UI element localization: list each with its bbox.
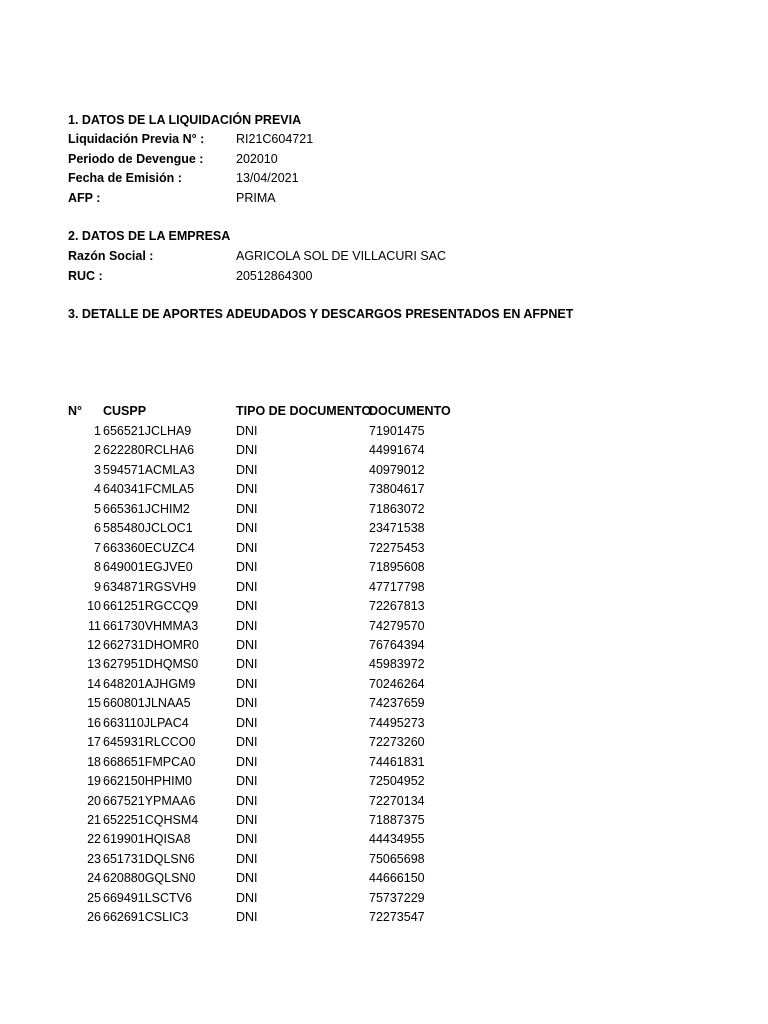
row-cuspp: 662691CSLIC3 [103,910,189,925]
row-number: 1 [94,424,101,438]
row-cuspp: 656521JCLHA9 [103,424,192,438]
table-row [0,502,768,522]
table-row [0,755,768,775]
field-value-liquidacion: RI21C604721 [236,132,314,146]
row-documento: 44434955 [369,832,425,847]
row-number: 16 [87,715,101,730]
table-row [0,871,768,891]
row-number: 9 [94,579,101,594]
table-row [0,580,768,600]
row-number: 17 [87,735,101,750]
row-documento: 76764394 [369,637,425,652]
table-row [0,619,768,639]
row-tipo-documento: DNI [236,832,258,847]
row-documento: 40979012 [369,462,425,477]
row-tipo-documento: DNI [236,501,258,516]
row-cuspp: 594571ACMLA3 [103,462,195,477]
row-number: 8 [94,560,101,575]
row-tipo-documento: DNI [236,696,258,711]
field-value-ruc: 20512864300 [236,269,313,283]
row-documento: 72504952 [369,774,425,789]
section2-title: 2. DATOS DE LA EMPRESA [68,229,231,243]
row-number: 22 [87,832,101,847]
row-documento: 71887375 [369,813,425,827]
table-row [0,599,768,619]
field-label-razon-social: Razón Social : [68,249,154,263]
row-tipo-documento: DNI [236,676,258,691]
table-row [0,716,768,736]
table-row [0,696,768,716]
section1-title: 1. DATOS DE LA LIQUIDACIÓN PREVIA [68,113,302,127]
row-tipo-documento: DNI [236,637,258,652]
row-documento: 74495273 [369,715,425,730]
row-tipo-documento: DNI [236,560,258,575]
header-num: N° [68,404,83,418]
row-documento: 72273260 [369,735,425,750]
row-tipo-documento: DNI [236,851,258,866]
row-number: 23 [87,851,101,866]
row-cuspp: 667521YPMAA6 [103,793,196,808]
row-tipo-documento: DNI [236,540,258,555]
row-documento: 75065698 [369,851,425,866]
row-documento: 45983972 [369,657,425,672]
row-number: 14 [87,676,101,691]
field-label-liquidacion: Liquidación Previa N° : [68,132,205,146]
row-tipo-documento: DNI [236,871,258,886]
row-documento: 74279570 [369,618,425,633]
row-documento: 23471538 [369,521,425,536]
section3-title: 3. DETALLE DE APORTES ADEUDADOS Y DESCARGOS PRESENTADOS EN AFPNET [68,307,574,321]
row-tipo-documento: DNI [236,521,258,536]
row-tipo-documento: DNI [236,813,258,827]
row-cuspp: 627951DHQMS0 [103,657,199,672]
table-row [0,443,768,463]
row-cuspp: 619901HQISA8 [103,832,191,847]
table-row [0,560,768,580]
row-tipo-documento: DNI [236,599,258,614]
row-cuspp: 651731DQLSN6 [103,851,195,866]
row-number: 21 [87,813,101,827]
row-number: 11 [88,618,101,633]
row-tipo-documento: DNI [236,424,258,438]
row-tipo-documento: DNI [236,793,258,808]
row-documento: 71901475 [369,424,425,438]
row-cuspp: 640341FCMLA5 [103,482,195,497]
row-tipo-documento: DNI [236,715,258,730]
field-value-fecha: 13/04/2021 [236,171,299,185]
row-number: 25 [87,890,101,905]
row-cuspp: 661251RGCCQ9 [103,599,199,614]
table-row [0,910,768,930]
row-cuspp: 662150HPHIM0 [103,774,192,789]
row-cuspp: 622280RCLHA6 [103,443,195,458]
table-row [0,774,768,794]
row-cuspp: 634871RGSVH9 [103,579,197,594]
row-number: 19 [87,774,101,789]
row-documento: 73804617 [369,482,425,497]
field-label-periodo: Periodo de Devengue : [68,152,204,166]
row-tipo-documento: DNI [236,657,258,672]
row-tipo-documento: DNI [236,890,258,905]
row-tipo-documento: DNI [236,618,258,633]
row-number: 7 [94,540,101,555]
header-documento: DOCUMENTO [369,404,451,418]
table-row [0,735,768,755]
row-cuspp: 665361JCHIM2 [103,501,190,516]
field-label-ruc: RUC : [68,269,103,283]
row-number: 20 [87,793,101,808]
header-tipo-documento: TIPO DE DOCUMENTO [236,404,372,418]
row-number: 15 [87,696,101,711]
row-documento: 47717798 [369,579,425,594]
row-tipo-documento: DNI [236,579,258,594]
row-number: 10 [87,599,101,614]
row-number: 24 [87,871,101,886]
row-documento: 71863072 [369,501,425,516]
row-documento: 72270134 [369,793,425,808]
row-documento: 71895608 [369,560,425,575]
row-tipo-documento: DNI [236,774,258,789]
row-cuspp: 660801JLNAA5 [103,696,191,711]
row-number: 12 [87,637,101,652]
row-cuspp: 645931RLCCO0 [103,735,196,750]
row-documento: 44666150 [369,871,425,886]
field-label-afp: AFP : [68,191,101,205]
row-cuspp: 652251CQHSM4 [103,813,199,827]
field-value-periodo: 202010 [236,152,278,166]
row-cuspp: 663360ECUZC4 [103,540,195,555]
table-row [0,482,768,502]
field-value-razon-social: AGRICOLA SOL DE VILLACURI SAC [236,249,447,263]
table-row [0,424,768,444]
row-tipo-documento: DNI [236,735,258,750]
row-number: 6 [94,521,101,536]
row-number: 2 [94,443,101,458]
table-row [0,521,768,541]
header-cuspp: CUSPP [103,404,147,418]
row-cuspp: 663110JLPAC4 [103,715,189,730]
row-tipo-documento: DNI [236,443,258,458]
row-number: 13 [87,657,101,672]
row-number: 18 [87,754,101,769]
table-row [0,541,768,561]
row-tipo-documento: DNI [236,754,258,769]
row-documento: 74237659 [369,696,425,711]
row-documento: 44991674 [369,443,425,458]
row-cuspp: 649001EGJVE0 [103,560,193,575]
table-row [0,463,768,483]
row-documento: 72267813 [369,599,425,614]
row-tipo-documento: DNI [236,462,258,477]
table-row [0,677,768,697]
row-number: 3 [94,462,101,477]
row-tipo-documento: DNI [236,910,258,925]
row-number: 26 [87,910,101,925]
row-cuspp: 661730VHMMA3 [103,618,199,633]
table-row [0,832,768,852]
field-value-afp: PRIMA [236,191,276,205]
row-number: 4 [94,482,101,497]
row-documento: 72275453 [369,540,425,555]
row-number: 5 [94,501,101,516]
row-cuspp: 620880GQLSN0 [103,871,196,886]
row-tipo-documento: DNI [236,482,258,497]
row-cuspp: 669491LSCTV6 [103,890,192,905]
row-documento: 74461831 [369,754,425,769]
table-row [0,891,768,911]
table-row [0,852,768,872]
row-cuspp: 668651FMPCA0 [103,754,196,769]
table-row [0,813,768,833]
table-row [0,794,768,814]
row-cuspp: 648201AJHGM9 [103,676,196,691]
field-label-fecha: Fecha de Emisión : [68,171,182,185]
row-documento: 72273547 [369,910,425,925]
row-documento: 70246264 [369,676,425,691]
row-cuspp: 662731DHOMR0 [103,637,199,652]
row-documento: 75737229 [369,890,425,905]
table-row [0,638,768,658]
row-cuspp: 585480JCLOC1 [103,521,193,536]
table-row [0,657,768,677]
